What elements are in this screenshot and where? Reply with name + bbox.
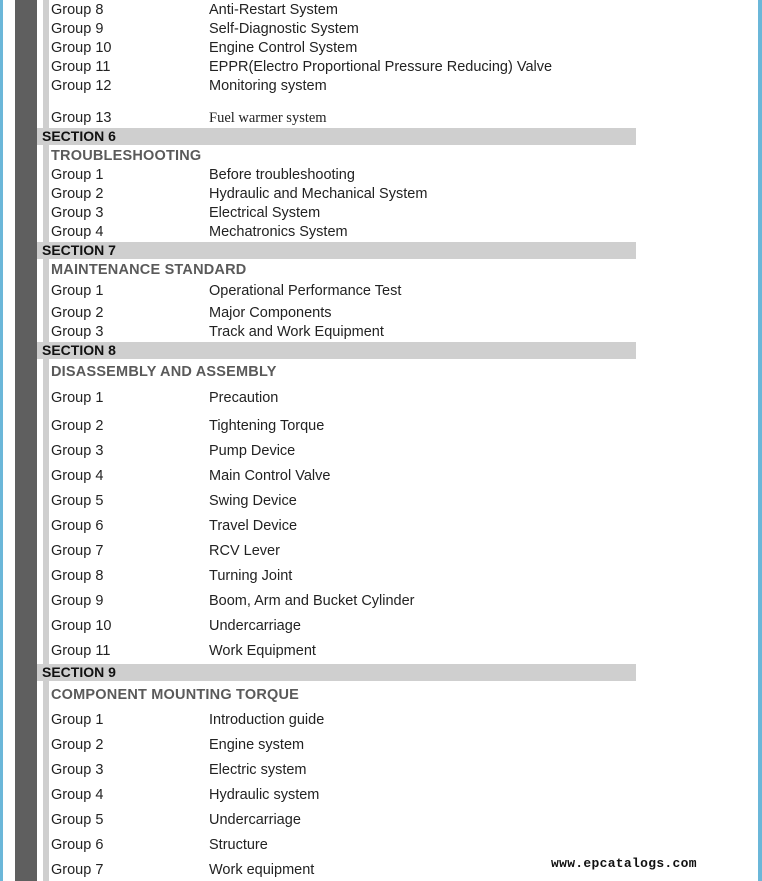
group-label: Group 8 [51,2,104,18]
section-9-indent-bar [43,681,49,881]
group-label: Group 7 [51,862,104,878]
group-label: Group 1 [51,712,104,728]
section-header: SECTION 8 [37,342,636,359]
group-title: Work equipment [209,862,315,878]
group-title: Main Control Valve [209,468,331,484]
group-label: Group 10 [51,618,112,634]
group-title: Monitoring system [209,78,327,94]
section-6-indent-bar [43,145,49,242]
group-label: Group 11 [51,59,111,75]
group-label: Group 9 [51,593,104,609]
group-label: Group 4 [51,787,104,803]
group-label: Group 4 [51,224,104,240]
group-label: Group 2 [51,186,104,202]
group-label: Group 5 [51,493,104,509]
group-label: Group 7 [51,543,104,559]
watermark-text: www.epcatalogs.com [551,856,697,871]
group-title: Pump Device [209,443,296,459]
section-subtitle: TROUBLESHOOTING [51,148,202,164]
group-label: Group 3 [51,762,104,778]
group-title: Introduction guide [209,712,325,728]
group-label: Group 3 [51,443,104,459]
group-label: Group 1 [51,167,104,183]
section-header: SECTION 6 [37,128,636,145]
left-edge-gap [3,0,15,881]
group-title: RCV Lever [209,543,280,559]
section-subtitle: DISASSEMBLY AND ASSEMBLY [51,364,277,380]
section-subtitle: COMPONENT MOUNTING TORQUE [51,687,300,703]
section-7-indent-bar [43,259,49,342]
group-label: Group 2 [51,418,104,434]
group-title: Operational Performance Test [209,283,402,299]
group-label: Group 5 [51,812,104,828]
section-subtitle: MAINTENANCE STANDARD [51,262,247,278]
group-label: Group 6 [51,518,104,534]
group-label: Group 13 [51,110,112,126]
group-title: Work Equipment [209,643,316,659]
right-edge-stripe [758,0,762,881]
group-title: Engine Control System [209,40,358,56]
section-5-indent-bar [43,0,49,128]
group-title: Precaution [209,390,279,406]
group-label: Group 12 [51,78,112,94]
group-label: Group 4 [51,468,104,484]
group-label: Group 1 [51,390,104,406]
group-label: Group 9 [51,21,104,37]
group-title: Travel Device [209,518,298,534]
group-label: Group 10 [51,40,112,56]
section-8-indent-bar [43,359,49,664]
group-title: Engine system [209,737,305,753]
group-title: Anti-Restart System [209,2,338,18]
group-label: Group 6 [51,837,104,853]
group-title: Self-Diagnostic System [209,21,359,37]
group-label: Group 2 [51,737,104,753]
group-label: Group 3 [51,324,104,340]
group-title: Mechatronics System [209,224,348,240]
group-title: Undercarriage [209,618,301,634]
group-title: Track and Work Equipment [209,324,384,340]
group-label: Group 1 [51,283,104,299]
group-title: Swing Device [209,493,297,509]
group-title: Fuel warmer system [209,110,327,126]
group-title: Tightening Torque [209,418,325,434]
group-title: Electric system [209,762,307,778]
group-title: Boom, Arm and Bucket Cylinder [209,593,415,609]
group-title: Hydraulic and Mechanical System [209,186,428,202]
group-title: Hydraulic system [209,787,320,803]
left-sidebar-bar [15,0,37,881]
group-title: Before troubleshooting [209,167,355,183]
group-title: EPPR(Electro Proportional Pressure Reducing) Valve [209,59,553,75]
group-label: Group 11 [51,643,111,659]
group-title: Turning Joint [209,568,293,584]
section-header: SECTION 7 [37,242,636,259]
section-header: SECTION 9 [37,664,636,681]
group-label: Group 8 [51,568,104,584]
group-label: Group 3 [51,205,104,221]
group-title: Major Components [209,305,332,321]
group-title: Undercarriage [209,812,301,828]
group-title: Structure [209,837,268,853]
group-label: Group 2 [51,305,104,321]
group-title: Electrical System [209,205,321,221]
